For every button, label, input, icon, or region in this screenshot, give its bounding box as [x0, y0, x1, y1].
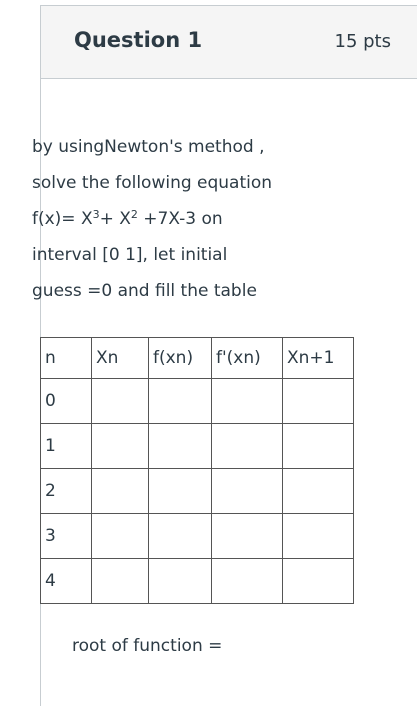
cell-n: 1: [41, 424, 92, 469]
equation-part-3: +7X-3 on: [137, 209, 223, 229]
table-row: [41, 469, 354, 514]
table-row: [41, 514, 354, 559]
cell-xn[interactable]: [92, 424, 149, 469]
cell-xn[interactable]: [92, 559, 149, 604]
question-points: 15 pts: [334, 31, 391, 52]
prompt-line-4: interval [0 1], let initial: [32, 245, 228, 265]
cell-fprime-xn[interactable]: [212, 379, 283, 424]
cell-xn[interactable]: [92, 514, 149, 559]
cell-xn[interactable]: [92, 379, 149, 424]
cell-n: 4: [41, 559, 92, 604]
cell-xn1[interactable]: [283, 559, 354, 604]
cell-xn[interactable]: [92, 469, 149, 514]
header-n: n: [41, 338, 92, 379]
header-xn: Xn: [92, 338, 149, 379]
cell-n: 0: [41, 379, 92, 424]
table-row: [41, 559, 354, 604]
header-xn1: Xn+1: [283, 338, 354, 379]
table-row: [41, 379, 354, 424]
header-fprime-xn: f'(xn): [212, 338, 283, 379]
prompt-line-2: solve the following equation: [32, 173, 273, 193]
equation-exponent-2: 2: [130, 208, 138, 221]
table-row: [41, 424, 354, 469]
prompt-line-1: by usingNewton's method ,: [32, 137, 265, 157]
question-header: [41, 6, 417, 79]
cell-xn1[interactable]: [283, 424, 354, 469]
cell-fxn[interactable]: [149, 559, 212, 604]
cell-xn1[interactable]: [283, 514, 354, 559]
root-of-function-label: root of function =: [72, 636, 223, 656]
question-title: Question 1: [74, 28, 203, 52]
equation-exponent-3: 3: [92, 208, 100, 221]
cell-n: 3: [41, 514, 92, 559]
cell-n: 2: [41, 469, 92, 514]
cell-fxn[interactable]: [149, 514, 212, 559]
cell-xn1[interactable]: [283, 379, 354, 424]
cell-fxn[interactable]: [149, 379, 212, 424]
equation-part-1: f(x)= X: [32, 209, 93, 229]
question-prompt: [32, 129, 372, 309]
cell-fxn[interactable]: [149, 469, 212, 514]
cell-fprime-xn[interactable]: [212, 514, 283, 559]
header-fxn: f(xn): [149, 338, 212, 379]
cell-xn1[interactable]: [283, 469, 354, 514]
equation-part-2: + X: [99, 209, 131, 229]
cell-fxn[interactable]: [149, 424, 212, 469]
iteration-table: [40, 337, 354, 604]
cell-fprime-xn[interactable]: [212, 469, 283, 514]
prompt-equation: [32, 201, 372, 237]
prompt-line-5: guess =0 and fill the table: [32, 281, 257, 301]
cell-fprime-xn[interactable]: [212, 424, 283, 469]
table-header-row: [41, 338, 354, 379]
cell-fprime-xn[interactable]: [212, 559, 283, 604]
